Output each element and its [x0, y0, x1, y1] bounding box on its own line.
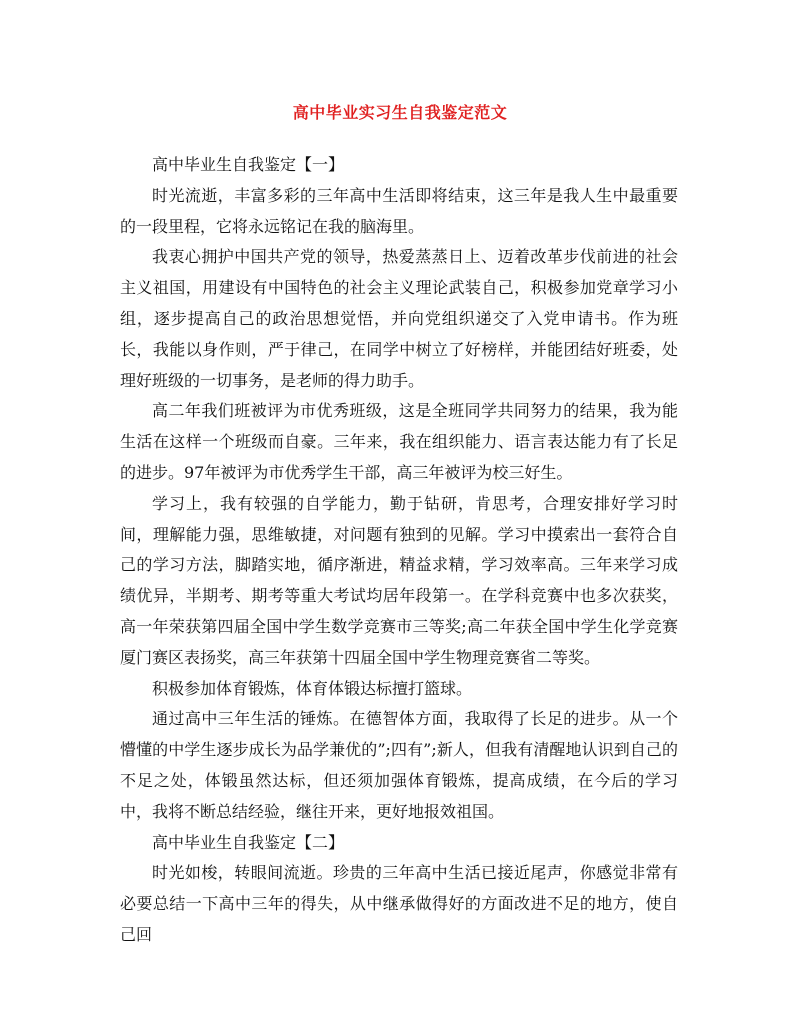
paragraph: 通过高中三年生活的锤炼。在德智体方面，我取得了长足的进步。从一个懵懂的中学生逐步成长为品学兼优的”;四有”;新人，但我有清醒地认识到自己的不足之处，体锻虽然达标，但还须加强体育锻炼，提高成绩，在今后的学习中，我将不断总结经验，继往开来，更好地报效祖国。 [120, 709, 678, 821]
paragraph: 时光如梭，转眼间流逝。珍贵的三年高中生活已接近尾声，你感觉非常有必要总结一下高中三年的得失，从中继承做得好的方面改进不足的地方，使自己回 [120, 863, 678, 944]
section-heading-1: 高中毕业生自我鉴定【一】 [152, 155, 345, 174]
paragraph: 高二年我们班被评为市优秀班级，这是全班同学共同努力的结果，我为能生活在这样一个班级而自豪。三年来，我在组织能力、语言表达能力有了长足的进步。97年被评为市优秀学生干部，高三年被评为校三好生。 [120, 401, 678, 482]
document-body [120, 150, 678, 951]
document-title: 高中毕业实习生自我鉴定范文 [292, 103, 508, 122]
paragraph: 积极参加体育锻炼，体育体锻达标擅打篮球。 [152, 678, 473, 698]
paragraph: 时光流逝，丰富多彩的三年高中生活即将结束，这三年是我人生中最重要的一段里程，它将永远铭记在我的脑海里。 [120, 185, 678, 236]
paragraph: 学习上，我有较强的自学能力，勤于钻研，肯思考，合理安排好学习时间，理解能力强，思维敏捷，对问题有独到的见解。学习中摸索出一套符合自己的学习方法，脚踏实地，循序渐进，精益求精，学习效率高。三年来学习成绩优异，半期考、期考等重大考试均居年段第一。在学科竞赛中也多次获奖，高一年荣获第四届全国中学生数学竞赛市三等奖;高二年获全国中学生化学竞赛厦门赛区表扬奖，高三年获第十四届全国中学生物理竞赛省二等奖。 [120, 493, 678, 667]
paragraph: 我衷心拥护中国共产党的领导，热爱蒸蒸日上、迈着改革步伐前进的社会主义祖国，用建设有中国特色的社会主义理论武装自己，积极参加党章学习小组，逐步提高自己的政治思想觉悟，并向党组织递交了入党申请书。作为班长，我能以身作则，严于律己，在同学中树立了好榜样，并能团结好班委，处理好班级的一切事务，是老师的得力助手。 [120, 247, 678, 390]
section-heading-2: 高中毕业生自我鉴定【二】 [152, 832, 345, 852]
